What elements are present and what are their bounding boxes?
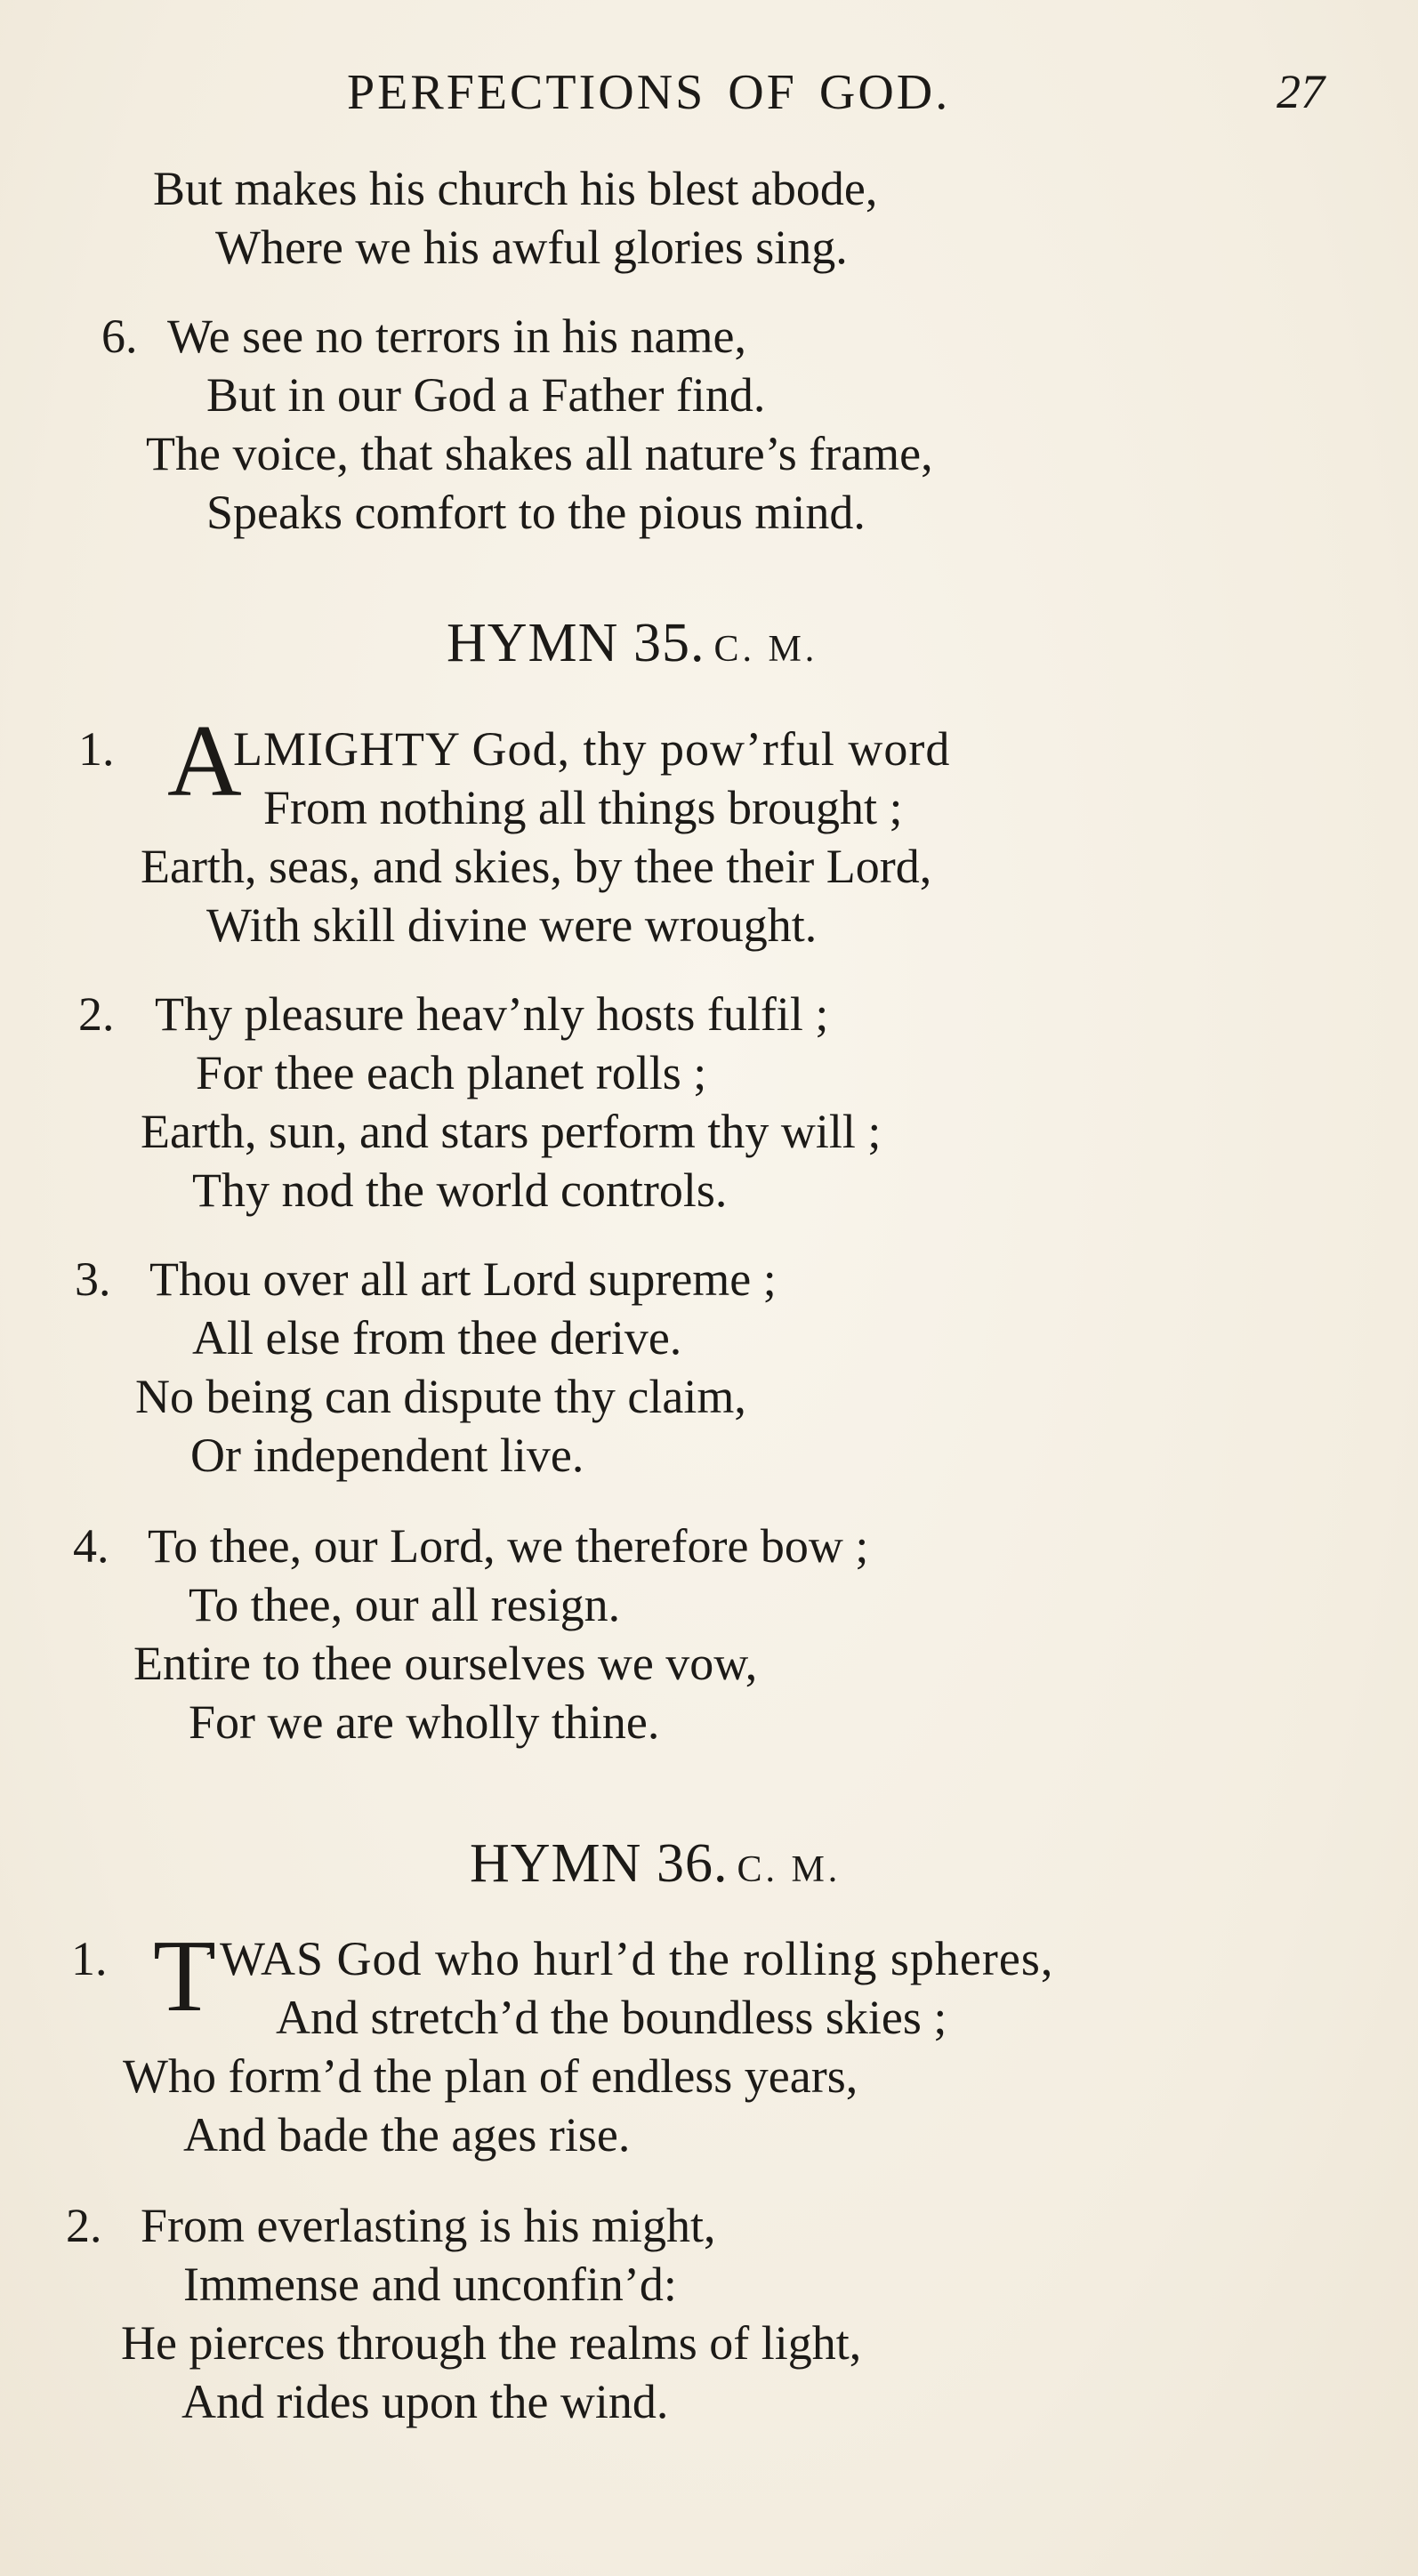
verse-line: Thy pleasure heav’nly hosts fulfil ;: [155, 987, 829, 1041]
verse-line: Earth, seas, and skies, by thee their Lord,: [141, 840, 932, 893]
verse-line: No being can dispute thy claim,: [135, 1370, 746, 1423]
verse-line: For we are wholly thine.: [189, 1695, 660, 1749]
verse-line: All else from thee derive.: [192, 1311, 682, 1364]
verse-line: For thee each planet rolls ;: [196, 1046, 707, 1099]
hymn-35-heading: [447, 612, 818, 675]
stanza-number: 6.: [101, 310, 138, 363]
verse-line: Or independent live.: [190, 1429, 584, 1482]
verse-line: From nothing all things brought ;: [263, 781, 903, 834]
verse-line: To thee, our Lord, we therefore bow ;: [148, 1519, 869, 1573]
verse-line: Thy nod the world controls.: [192, 1163, 728, 1217]
verse-line: But in our God a Father find.: [206, 368, 766, 422]
verse-line: LMIGHTY God, thy pow’rful word: [233, 722, 951, 776]
verse-line: And stretch’d the boundless skies ;: [276, 1991, 947, 2044]
verse-line: Speaks comfort to the pious mind.: [206, 486, 866, 539]
verse-line: Where we his awful glories sing.: [215, 221, 848, 274]
stanza-number: 4.: [73, 1519, 109, 1573]
page-number: 27: [1277, 65, 1325, 118]
verse-line: Thou over all art Lord supreme ;: [149, 1252, 777, 1306]
hymn-title: HYMN 35.: [447, 613, 705, 673]
verse-line: And bade the ages rise.: [183, 2108, 631, 2161]
verse-line: Immense and unconfin’d:: [183, 2258, 677, 2311]
hymn-title: HYMN 36.: [470, 1833, 729, 1894]
verse-line: With skill divine were wrought.: [206, 898, 818, 952]
hymn-36-heading: [470, 1832, 841, 1896]
stanza-number: 1.: [78, 722, 115, 776]
verse-line: From everlasting is his might,: [141, 2199, 716, 2252]
drop-cap: T: [153, 1920, 216, 2033]
hymn-meter: C. M.: [713, 629, 818, 670]
drop-cap: A: [167, 704, 242, 818]
verse-line: We see no terrors in his name,: [167, 310, 746, 363]
verse-line: ’WAS God who hurl’d the rolling spheres,: [203, 1932, 1054, 1985]
stanza-number: 2.: [66, 2199, 102, 2252]
verse-line: But makes his church his blest abode,: [153, 162, 878, 215]
verse-line: Who form’d the plan of endless years,: [123, 2049, 858, 2103]
stanza-number: 3.: [75, 1252, 111, 1306]
hymn-meter: C. M.: [737, 1849, 842, 1890]
stanza-number: 2.: [78, 987, 115, 1041]
verse-line: He pierces through the realms of light,: [121, 2316, 862, 2370]
verse-line: The voice, that shakes all nature’s frame,: [146, 427, 933, 480]
running-title: PERFECTIONS OF GOD.: [347, 65, 951, 120]
verse-line: Earth, sun, and stars perform thy will ;: [141, 1105, 882, 1158]
stanza-number: 1.: [71, 1932, 108, 1985]
verse-line: And rides upon the wind.: [181, 2375, 669, 2428]
verse-line: To thee, our all resign.: [189, 1578, 621, 1631]
verse-line: Entire to thee ourselves we vow,: [133, 1637, 758, 1690]
